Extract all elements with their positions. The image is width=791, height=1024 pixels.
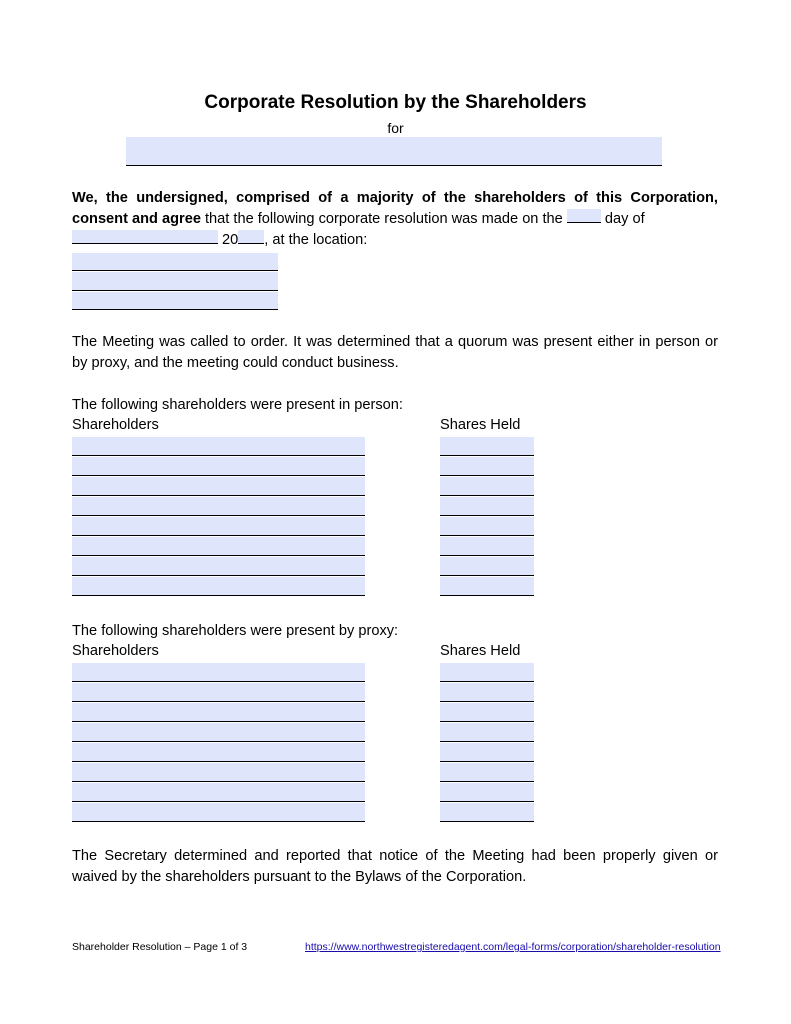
- by-proxy-shareholder-field[interactable]: [72, 703, 365, 722]
- intro-bold-1: We, the undersigned, comprised of a majority of the shareholders of this Corporation,: [72, 190, 718, 206]
- by-proxy-shares-field[interactable]: [440, 723, 534, 742]
- location-field-2[interactable]: [72, 272, 278, 291]
- by-proxy-shareholder-field[interactable]: [72, 763, 365, 782]
- in-person-shareholder-field[interactable]: [72, 437, 365, 456]
- year-field[interactable]: [238, 230, 264, 244]
- in-person-shares-field[interactable]: [440, 517, 534, 536]
- footer-link[interactable]: https://www.northwestregisteredagent.com/legal-forms/corporation/shareholder-resolution: [305, 941, 721, 953]
- by-proxy-shareholder-field[interactable]: [72, 683, 365, 702]
- corporation-name-field[interactable]: [126, 137, 662, 166]
- in-person-shares-field[interactable]: [440, 437, 534, 456]
- in-person-shares-field[interactable]: [440, 557, 534, 576]
- intro-paragraph: [72, 188, 718, 251]
- document-title: Corporate Resolution by the Shareholders: [204, 92, 587, 113]
- intro-text-b: day of: [600, 211, 645, 227]
- intro-text-d: , at the location:: [264, 232, 368, 248]
- by-proxy-shares-field[interactable]: [440, 743, 534, 762]
- meeting-paragraph: The Meeting was called to order. It was determined that a quorum was present either in person or by proxy, and the meeting could conduct business.: [72, 334, 718, 371]
- in-person-shareholder-field[interactable]: [72, 477, 365, 496]
- intro-text-c: 20: [218, 232, 239, 248]
- in-person-shares-header: Shares Held: [440, 417, 521, 433]
- intro-text-a: that the following corporate resolution was made on the: [200, 211, 567, 227]
- in-person-shares-field[interactable]: [440, 577, 534, 596]
- by-proxy-shares-field[interactable]: [440, 703, 534, 722]
- in-person-shares-field[interactable]: [440, 477, 534, 496]
- in-person-shareholder-field[interactable]: [72, 577, 365, 596]
- month-field[interactable]: [72, 230, 218, 244]
- by-proxy-shareholders-header: Shareholders: [72, 643, 159, 659]
- by-proxy-shares-field[interactable]: [440, 803, 534, 822]
- day-field[interactable]: [567, 209, 601, 223]
- by-proxy-shares-field[interactable]: [440, 763, 534, 782]
- by-proxy-heading: The following shareholders were present by proxy:: [72, 623, 399, 639]
- intro-bold-2: consent and agree: [72, 211, 201, 227]
- location-field-1[interactable]: [72, 253, 278, 271]
- in-person-shareholder-field[interactable]: [72, 497, 365, 516]
- secretary-paragraph: The Secretary determined and reported that notice of the Meeting had been properly given or waived by the shareholders pursuant to the Bylaws of the Corporation.: [72, 848, 718, 885]
- by-proxy-shareholder-field[interactable]: [72, 783, 365, 802]
- for-label: for: [387, 120, 404, 136]
- by-proxy-shareholder-field[interactable]: [72, 723, 365, 742]
- in-person-shares-field[interactable]: [440, 537, 534, 556]
- in-person-shareholders-header: Shareholders: [72, 417, 159, 433]
- in-person-heading: The following shareholders were present in person:: [72, 397, 403, 413]
- by-proxy-shareholder-field[interactable]: [72, 803, 365, 822]
- by-proxy-shareholder-field[interactable]: [72, 743, 365, 762]
- by-proxy-shares-field[interactable]: [440, 683, 534, 702]
- footer-page-label: Shareholder Resolution – Page 1 of 3: [72, 941, 248, 953]
- by-proxy-shares-field[interactable]: [440, 663, 534, 682]
- in-person-shareholder-field[interactable]: [72, 517, 365, 536]
- location-field-3[interactable]: [72, 292, 278, 310]
- in-person-shareholder-field[interactable]: [72, 457, 365, 476]
- in-person-shares-field[interactable]: [440, 457, 534, 476]
- in-person-shareholder-field[interactable]: [72, 557, 365, 576]
- by-proxy-shares-header: Shares Held: [440, 643, 521, 659]
- by-proxy-shareholder-field[interactable]: [72, 663, 365, 682]
- in-person-shares-field[interactable]: [440, 497, 534, 516]
- in-person-shareholder-field[interactable]: [72, 537, 365, 556]
- by-proxy-shares-field[interactable]: [440, 783, 534, 802]
